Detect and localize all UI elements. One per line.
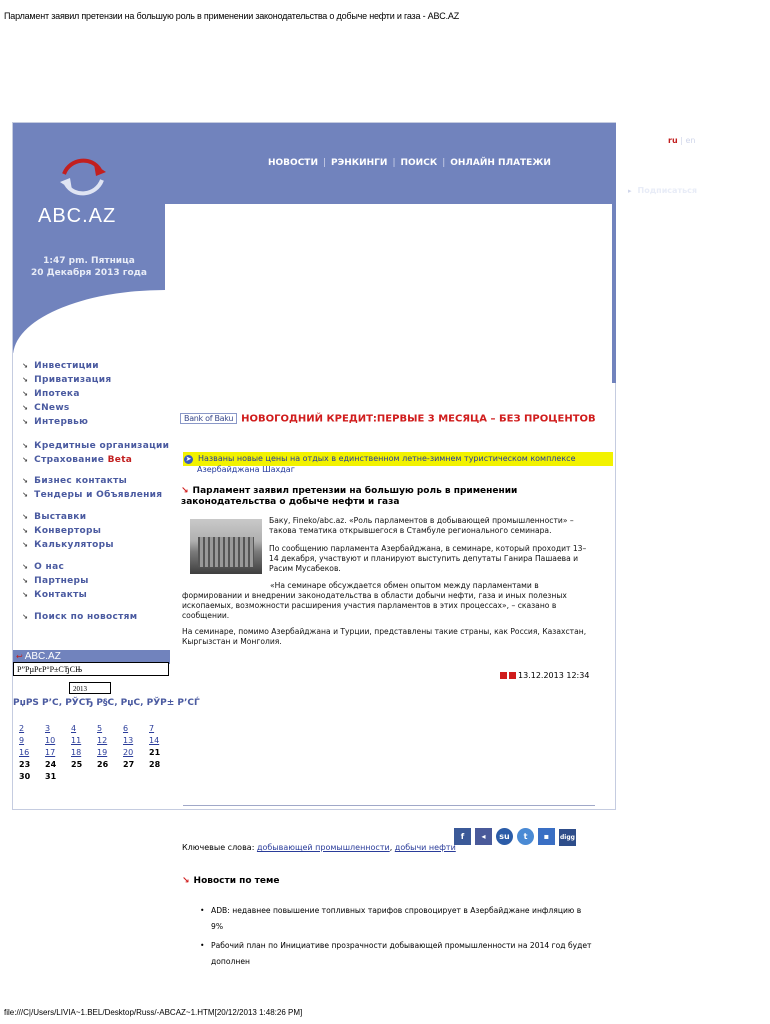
menu-label: Ипотека xyxy=(34,389,80,399)
datetime-time: 1:47 pm. Пятница xyxy=(43,256,135,266)
bank-promo-banner[interactable] xyxy=(180,413,596,425)
menu-label: О нас xyxy=(34,562,65,572)
promo-news-link[interactable] xyxy=(183,452,613,466)
promo-news-link-cont[interactable]: Азербайджана Шахдаг xyxy=(197,465,295,474)
calendar-day-link[interactable]: 20 xyxy=(123,748,134,757)
calendar-arrow-icon: ↩ xyxy=(16,652,23,661)
article-timestamp xyxy=(500,671,589,680)
calendar-day-link[interactable]: 13 xyxy=(123,736,134,745)
keywords-label: Ключевые слова: xyxy=(182,843,255,852)
email-icon[interactable] xyxy=(509,672,516,679)
menu-item-tenders[interactable] xyxy=(22,488,162,502)
nav-search[interactable]: ПОИСК xyxy=(400,158,438,168)
calendar-week-row xyxy=(19,772,175,784)
keywords xyxy=(182,843,456,852)
list-item[interactable]: • Рабочий план по Инициативе прозрачности добывающей промышленности на 2014 год будет дополнен xyxy=(200,938,592,970)
stumbleupon-icon[interactable]: su xyxy=(496,828,513,845)
nav-separator: | xyxy=(322,158,327,168)
bullet-icon: ↘ xyxy=(22,477,29,485)
calendar-day: 25 xyxy=(71,760,83,769)
nav-rankings[interactable]: РЭНКИНГИ xyxy=(331,158,388,168)
menu-label: Кредитные организации xyxy=(34,441,170,451)
bullet-icon: ▸ xyxy=(628,187,632,195)
calendar-day-link[interactable]: 14 xyxy=(149,736,160,745)
bullet-icon: ↘ xyxy=(22,418,29,426)
menu-label: Партнеры xyxy=(34,576,89,586)
article-paragraph-2: По сообщению парламента Азербайджана, в семинаре, который проходит 13–14 декабря, участвуют и планируют выступить депутаты Ганира Пашаева и Расим Мусабеков. xyxy=(269,544,587,573)
calendar-week-row xyxy=(19,748,175,760)
bullet-icon: ↘ xyxy=(22,513,29,521)
calendar-day-link[interactable]: 6 xyxy=(123,724,129,733)
calendar-day-cell xyxy=(149,736,175,745)
related-title-text: Новости по теме xyxy=(193,876,280,886)
divider xyxy=(183,805,595,806)
menu-item-exhibitions[interactable] xyxy=(22,510,114,524)
calendar-title: ABC.AZ xyxy=(24,651,61,662)
subscribe-label: Подписаться xyxy=(637,186,698,195)
arrow-right-icon: ➤ xyxy=(185,455,192,463)
social-share-bar xyxy=(454,824,580,846)
menu-group-finance xyxy=(22,439,169,467)
menu-item-about[interactable] xyxy=(22,560,89,574)
menu-item-interview[interactable] xyxy=(22,415,111,429)
calendar-day-link[interactable]: 3 xyxy=(45,724,51,733)
digg-icon[interactable]: digg xyxy=(559,829,576,846)
site-logo[interactable]: ABC.AZ xyxy=(38,205,117,227)
right-strip xyxy=(612,123,616,383)
menu-label: Страхование xyxy=(34,455,105,465)
article-paragraph-4: На семинаре, помимо Азербайджана и Турции, представлены такие страны, как Россия, Казахстан, Кыргызстан и Монголия. xyxy=(182,627,587,646)
delicious-icon[interactable]: ▪ xyxy=(538,828,555,845)
banner-text: НОВОГОДНИЙ КРЕДИТ:ПЕРВЫЕ 3 МЕСЯЦА – БЕЗ ПРОЦЕНТОВ xyxy=(241,413,596,425)
article-paragraph-1: Баку, Fineko/abc.az. «Роль парламентов в добывающей промышленности» – такова тематика открывшегося в Стамбуле регионального семинара. xyxy=(269,516,574,535)
calendar-day-link[interactable]: 11 xyxy=(71,736,82,745)
lang-en[interactable]: en xyxy=(685,136,696,145)
calendar-day-cell xyxy=(71,748,97,757)
datetime-date: 20 Декабря 2013 года xyxy=(30,268,147,278)
calendar-year-input[interactable]: 2013 xyxy=(69,682,111,694)
menu-item-credit-orgs[interactable] xyxy=(22,439,169,453)
calendar-day-cell xyxy=(19,748,45,757)
calendar-day-cell xyxy=(97,748,123,757)
calendar-day-link[interactable]: 9 xyxy=(19,736,25,745)
calendar-day: 26 xyxy=(97,760,109,769)
menu-item-calculators[interactable] xyxy=(22,538,114,552)
language-switch xyxy=(668,136,695,145)
calendar-day-link[interactable]: 17 xyxy=(45,748,56,757)
calendar-day-cell xyxy=(123,748,149,757)
bullet-icon: ↘ xyxy=(22,442,29,450)
calendar-day-cell xyxy=(45,736,71,745)
menu-label: Инвестиции xyxy=(34,361,99,371)
nav-online-payments[interactable]: ОНЛАЙН ПЛАТЕЖИ xyxy=(450,158,551,168)
menu-item-privatization[interactable] xyxy=(22,373,111,387)
article-title-text: Парламент заявил претензии на большую роль в применении законодательства о добыче нефти и газа xyxy=(181,486,518,507)
bullet-icon: ↘ xyxy=(22,376,29,384)
calendar-day-link[interactable]: 5 xyxy=(97,724,103,733)
menu-label: Интервью xyxy=(34,417,89,427)
content-area xyxy=(165,204,612,364)
calendar-day: 21 xyxy=(149,748,161,757)
calendar-day-link[interactable]: 2 xyxy=(19,724,25,733)
subscribe-link[interactable] xyxy=(628,186,697,195)
menu-group-main xyxy=(22,359,111,429)
menu-label: CNews xyxy=(34,403,70,413)
twitter-icon[interactable]: t xyxy=(517,828,534,845)
print-icon[interactable] xyxy=(500,672,507,679)
calendar-day-cell xyxy=(149,724,175,733)
menu-group-about xyxy=(22,560,89,602)
calendar-day: 23 xyxy=(19,760,31,769)
calendar-month-select[interactable]: Р”РµРєР°Р±СЂСЊ xyxy=(13,662,169,676)
article-title xyxy=(181,486,581,508)
menu-label: Тендеры и Объявления xyxy=(34,490,163,500)
facebook-icon[interactable]: f xyxy=(454,828,471,845)
menu-label: Конверторы xyxy=(34,526,102,536)
menu-group-business xyxy=(22,474,162,502)
bank-of-baku-logo: Bank of Baku xyxy=(180,413,237,424)
menu-label: Бизнес контакты xyxy=(34,476,128,486)
red-arrow-icon: ↘ xyxy=(181,486,189,496)
bullet-icon: ↘ xyxy=(22,591,29,599)
calendar-day-cell xyxy=(97,724,123,733)
calendar-day: 31 xyxy=(45,772,57,781)
nav-news[interactable]: НОВОСТИ xyxy=(268,158,318,168)
nav-separator: | xyxy=(392,158,396,168)
keyword-link[interactable]: добычи нефти xyxy=(394,843,456,852)
menu-item-cnews[interactable] xyxy=(22,401,111,415)
calendar-day-link[interactable]: 4 xyxy=(71,724,77,733)
related-news-list xyxy=(200,903,592,973)
red-arrow-icon: ↘ xyxy=(182,876,190,886)
menu-group-search xyxy=(22,610,137,624)
calendar-day-link[interactable]: 12 xyxy=(97,736,108,745)
promo-line1: Названы новые цены на отдых в единственном летне-зимнем туристическом комплексе xyxy=(198,454,576,463)
lang-separator: | xyxy=(680,136,683,145)
menu-item-business-contacts[interactable] xyxy=(22,474,162,488)
photo-building xyxy=(198,537,254,567)
lang-ru[interactable]: ru xyxy=(668,136,678,145)
calendar-day-cell xyxy=(71,724,97,733)
menu-item-mortgage[interactable] xyxy=(22,387,111,401)
calendar-day: 24 xyxy=(45,760,57,769)
calendar-day: 28 xyxy=(149,760,161,769)
keyword-link[interactable]: добывающей промышленности xyxy=(256,843,390,852)
bullet-icon: ↘ xyxy=(22,577,29,585)
menu-item-search-news[interactable] xyxy=(22,610,137,624)
menu-label: Приватизация xyxy=(34,375,112,385)
browser-print-footer: file:///C|/Users/LIVIA~1.BEL/Desktop/Russ/-ABCAZ~1.HTM[20/12/2013 1:48:26 PM] xyxy=(4,1008,303,1017)
calendar-day-link[interactable]: 10 xyxy=(45,736,56,745)
calendar-grid xyxy=(19,724,175,784)
bullet-icon: ↘ xyxy=(22,527,29,535)
calendar-day-link[interactable]: 18 xyxy=(71,748,82,757)
bullet-icon: ↘ xyxy=(22,613,29,621)
calendar-day-link[interactable]: 16 xyxy=(19,748,30,757)
calendar-day-cell xyxy=(71,736,97,745)
bullet-icon: ↘ xyxy=(22,491,29,499)
current-datetime xyxy=(16,255,162,279)
bullet-icon: ↘ xyxy=(22,563,29,571)
calendar-day-link[interactable]: 19 xyxy=(97,748,108,757)
calendar-week-row xyxy=(19,724,175,736)
timestamp-text: 13.12.2013 12:34 xyxy=(518,671,590,680)
nav-separator: | xyxy=(442,158,446,168)
bullet-icon: ↘ xyxy=(22,390,29,398)
menu-label: Поиск по новостям xyxy=(34,612,138,622)
bullet-icon: ↘ xyxy=(22,456,29,464)
bullet-icon: ↘ xyxy=(22,541,29,549)
calendar-day-link[interactable]: 7 xyxy=(149,724,155,733)
calendar-day-cell xyxy=(45,724,71,733)
calendar-week-row xyxy=(19,736,175,748)
menu-item-contacts[interactable] xyxy=(22,588,89,602)
bullet-icon: ↘ xyxy=(22,404,29,412)
keyword-separator: , xyxy=(389,843,393,852)
menu-label: Калькуляторы xyxy=(34,540,114,550)
menu-item-insurance[interactable] xyxy=(22,453,169,467)
calendar-day: 30 xyxy=(19,772,31,781)
related-news-title xyxy=(182,876,279,886)
top-navigation xyxy=(268,158,551,168)
article-paragraph-3: «На семинаре обсуждается обмен опытом между парламентами в формировании и внедрении законодательства в области добычи нефти, газа и иных полезных ископаемых, возможности расширения участия парламентов в этих процессах», – сказано в сообщении. xyxy=(182,581,567,620)
bullet-icon: ↘ xyxy=(22,362,29,370)
menu-item-investments[interactable] xyxy=(22,359,111,373)
share-icon[interactable]: ◂ xyxy=(475,828,492,845)
calendar-day-cell xyxy=(45,748,71,757)
calendar-weekdays: РџРЅ Р’С‚ РЎСЂ Р§С‚ РџС‚ РЎР± Р’СЃ xyxy=(13,698,200,708)
list-item[interactable]: • ADB: недавнее повышение топливных тарифов спровоцирует в Азербайджане инфляцию в 9% xyxy=(200,903,592,935)
calendar-day-cell xyxy=(123,724,149,733)
calendar-day: 27 xyxy=(123,760,135,769)
logo-arrows-icon[interactable] xyxy=(58,152,108,202)
calendar-day-cell xyxy=(19,736,45,745)
browser-print-title: Парламент заявил претензии на большую роль в применении законодательства о добыче нефти и газа - ABC.AZ xyxy=(4,11,459,21)
menu-label: Контакты xyxy=(34,590,88,600)
menu-group-tools xyxy=(22,510,114,552)
menu-item-converters[interactable] xyxy=(22,524,114,538)
calendar-day-cell xyxy=(123,736,149,745)
beta-badge: Beta xyxy=(107,455,133,465)
calendar-day-cell xyxy=(97,736,123,745)
article-photo xyxy=(190,519,262,574)
menu-label: Выставки xyxy=(34,512,87,522)
calendar-day-cell xyxy=(19,724,45,733)
menu-item-partners[interactable] xyxy=(22,574,89,588)
calendar-week-row xyxy=(19,760,175,772)
